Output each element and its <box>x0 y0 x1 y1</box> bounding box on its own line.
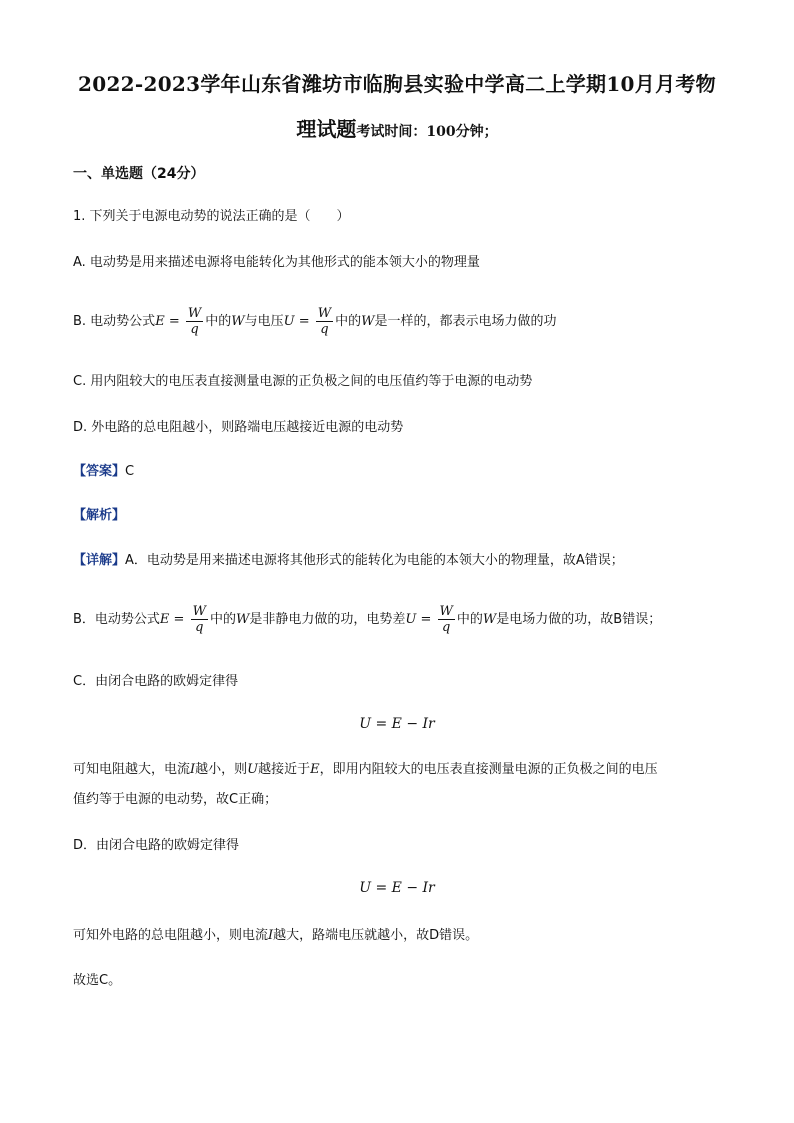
denominator-q: q <box>190 322 199 337</box>
symbol-i: I <box>190 762 196 777</box>
symbol-w: W <box>361 314 375 329</box>
symbol-i: I <box>268 928 274 943</box>
equals-sign: = <box>294 314 314 329</box>
symbol-w: W <box>235 612 250 627</box>
symbol-e: E <box>155 314 165 329</box>
detail-c-text1-a: 可知电阻越大，电流 <box>73 762 191 777</box>
numerator-w: W <box>192 604 206 619</box>
option-b-mid1: 中的 <box>205 314 232 329</box>
exam-time-note: 考试时间：100分钟； <box>356 124 498 140</box>
detail-d-text-a: 可知外电路的总电阻越小，则电流 <box>73 928 269 943</box>
symbol-u: U <box>247 762 259 777</box>
detail-b-mid2: 是非静电力做的功，电势差 <box>249 612 406 627</box>
detail-label: 【详解】 <box>73 553 126 568</box>
detail-b-prefix: B．电动势公式 <box>73 612 160 627</box>
equals-sign: = <box>164 314 184 329</box>
answer-value: C <box>125 464 135 479</box>
detail-d-intro: D．由闭合电路的欧姆定律得 <box>73 838 240 853</box>
detail-d-text <box>73 926 478 946</box>
analysis-label: 【解析】 <box>73 508 126 523</box>
detail-d-text-b: 越大，路端电压就越小，故D错误。 <box>273 928 479 943</box>
equals-sign: = <box>416 612 436 627</box>
detail-c-text1-d: ，即用内阻较大的电压表直接测量电源的正负极之间的电压 <box>319 762 658 777</box>
section-heading: 一、单选题（24分） <box>73 166 205 182</box>
symbol-u: U <box>283 314 295 329</box>
page-title: 2022-2023学年山东省潍坊市临朐县实验中学高二上学期10月月考物 <box>78 72 716 96</box>
symbol-e: E <box>159 612 170 627</box>
conclusion: 故选C。 <box>73 973 122 988</box>
numerator-w: W <box>317 306 332 321</box>
detail-c-intro: C．由闭合电路的欧姆定律得 <box>73 674 239 689</box>
option-b-mid2: 与电压 <box>244 314 284 329</box>
symbol-u: U <box>405 612 417 627</box>
answer-label: 【答案】 <box>73 464 126 479</box>
detail-a-text: A．电动势是用来描述电源将其他形式的能转化为电能的本领大小的物理量，故A错误； <box>125 553 624 568</box>
detail-b-suffix: 是电场力做的功，故B错误； <box>496 612 662 627</box>
denominator-q: q <box>195 620 204 635</box>
question-stem: 1. 下列关于电源电动势的说法正确的是（ ） <box>73 209 350 224</box>
detail-b-mid1: 中的 <box>209 612 236 627</box>
option-b-prefix: B. 电动势公式 <box>73 314 156 329</box>
fraction-w-over-q <box>438 604 455 635</box>
detail-c-text2: 值约等于电源的电动势，故C正确； <box>73 792 278 807</box>
denominator-q: q <box>442 620 451 635</box>
symbol-e: E <box>310 762 320 777</box>
title-tail: 理试题 <box>296 117 357 141</box>
fraction-w-over-q <box>316 306 333 337</box>
analysis-line <box>73 506 125 526</box>
detail-c-text1 <box>73 760 658 780</box>
symbol-w: W <box>231 314 245 329</box>
numerator-w: W <box>439 604 453 619</box>
detail-c-text1-c: 越接近于 <box>258 762 311 777</box>
equation-c: U = E − Ir <box>359 716 435 732</box>
detail-c-text1-b: 越小，则 <box>195 762 248 777</box>
equals-sign: = <box>169 612 189 627</box>
detail-b <box>73 598 661 642</box>
option-b-mid3: 中的 <box>335 314 362 329</box>
fraction-w-over-q <box>186 306 203 337</box>
answer-line <box>73 462 134 482</box>
numerator-w: W <box>187 306 202 321</box>
fraction-w-over-q <box>191 604 208 635</box>
option-c: C. 用内阻较大的电压表直接测量电源的正负极之间的电压值约等于电源的电动势 <box>73 374 533 389</box>
page-title-continued <box>0 113 794 142</box>
detail-a <box>73 551 624 571</box>
equation-d: U = E − Ir <box>359 880 435 896</box>
denominator-q: q <box>320 322 329 337</box>
symbol-w: W <box>482 612 497 627</box>
option-d: D. 外电路的总电阻越小，则路端电压越接近电源的电动势 <box>73 420 404 435</box>
option-a: A. 电动势是用来描述电源将电能转化为其他形式的能本领大小的物理量 <box>73 255 480 270</box>
detail-b-mid3: 中的 <box>456 612 483 627</box>
option-b <box>73 300 557 344</box>
option-b-suffix: 是一样的，都表示电场力做的功 <box>374 314 557 329</box>
